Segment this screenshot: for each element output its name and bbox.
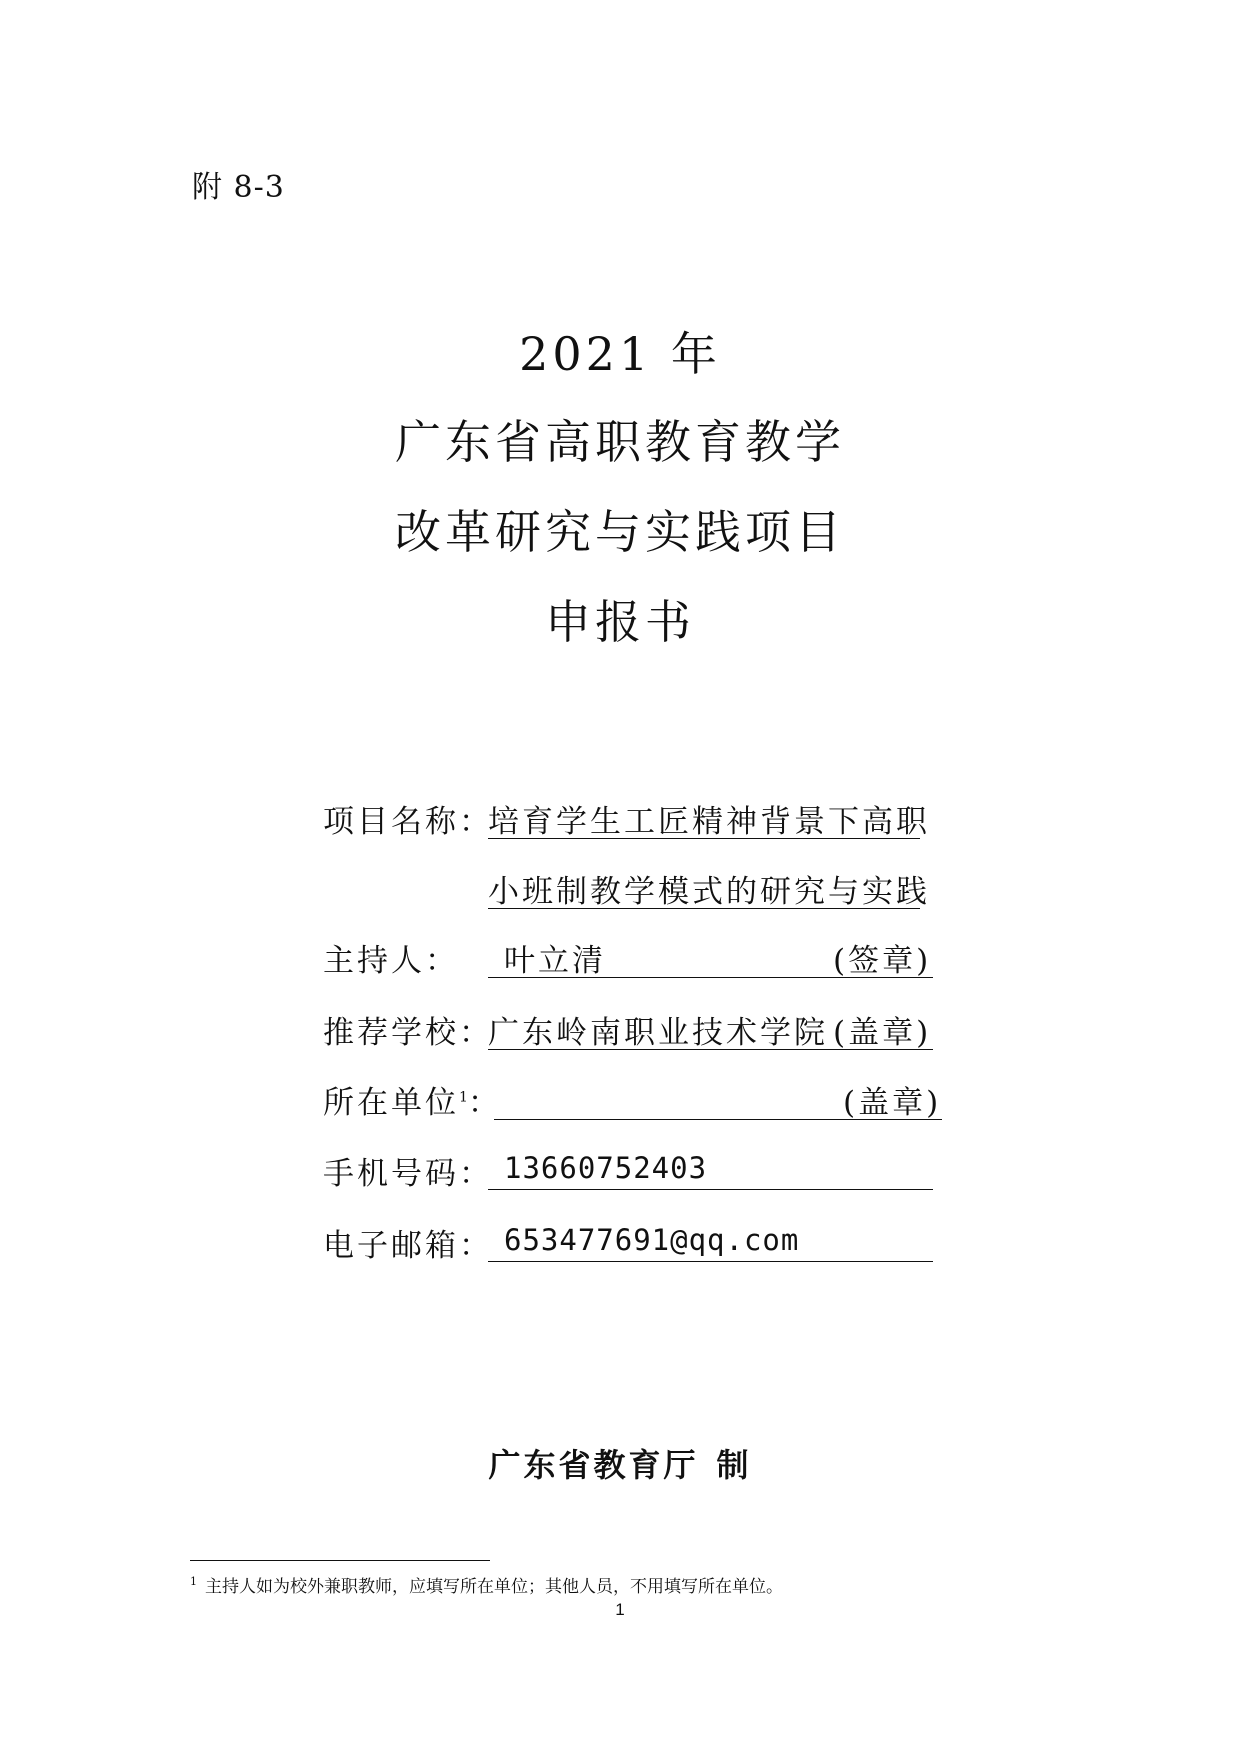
school-underline — [488, 1049, 933, 1050]
host-underline — [488, 977, 933, 978]
title-line-4: 申报书 — [545, 595, 695, 649]
school-value: 广东岭南职业技术学院 — [488, 1015, 828, 1051]
title-line-3: 改革研究与实践项目 — [395, 505, 845, 559]
page-number: 1 — [615, 1600, 625, 1619]
project-name-value-line2: 小班制教学模式的研究与实践 — [488, 874, 930, 910]
project-name-underline-2 — [488, 908, 920, 909]
issuer-line — [0, 1440, 1240, 1486]
issuer-suffix: 制 — [716, 1446, 752, 1484]
title-line-2: 广东省高职教育教学 — [395, 415, 845, 469]
unit-underline — [494, 1119, 942, 1120]
phone-underline — [488, 1189, 933, 1190]
project-name-label: 项目名称： — [323, 804, 493, 840]
footnote-separator — [190, 1560, 490, 1561]
project-name-value-line1: 培育学生工匠精神背景下高职 — [488, 804, 930, 840]
unit-label — [323, 1077, 502, 1122]
host-seal: (签章) — [833, 943, 932, 979]
project-name-underline-1 — [488, 838, 920, 839]
unit-label-colon: ： — [467, 1085, 502, 1121]
host-value: 叶立清 — [504, 943, 606, 979]
unit-seal: (盖章) — [843, 1085, 942, 1121]
title-year: 2021 年 — [519, 327, 721, 381]
phone-value: 13660752403 — [504, 1151, 708, 1185]
attachment-label: 附 8-3 — [192, 170, 285, 205]
host-label: 主持人： — [323, 943, 459, 979]
email-label: 电子邮箱： — [323, 1228, 493, 1264]
issuer-name: 广东省教育厅 — [488, 1446, 699, 1484]
unit-footnote-ref: 1 — [459, 1089, 468, 1106]
email-underline — [488, 1261, 933, 1262]
email-value: 653477691@qq.com — [504, 1223, 800, 1257]
school-label: 推荐学校： — [323, 1015, 493, 1051]
unit-label-text: 所在单位 — [323, 1085, 459, 1121]
footnote-marker: 1 — [190, 1575, 197, 1589]
phone-label: 手机号码： — [323, 1156, 493, 1192]
footnote — [190, 1572, 783, 1597]
school-seal: (盖章) — [833, 1015, 932, 1051]
footnote-text: 主持人如为校外兼职教师，应填写所在单位；其他人员，不用填写所在单位。 — [205, 1577, 783, 1597]
